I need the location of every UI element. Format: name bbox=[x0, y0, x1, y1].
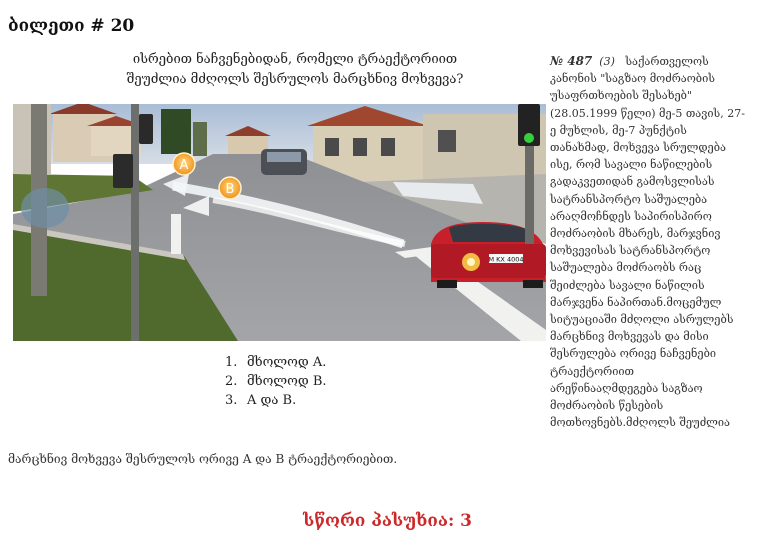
traffic-light-center bbox=[139, 114, 153, 144]
law-paragraph: (3) bbox=[599, 55, 615, 68]
answer-list bbox=[225, 353, 327, 410]
answer-number: 1. bbox=[225, 355, 238, 370]
law-line: თანახმად, მოხვევა სრულდება bbox=[550, 141, 726, 155]
explanation-text: მარცხნივ მოხვევა შესრულოს ორივე A და B ტრაექტორიებით. bbox=[8, 452, 398, 466]
marker-b bbox=[219, 177, 241, 199]
correct-answer-label: სწორი პასუხია: bbox=[303, 511, 455, 531]
window-1 bbox=[325, 138, 339, 156]
law-line: მოძრაობის წესების bbox=[550, 399, 664, 413]
question-line-2: შეუძლია მძღოლს შესრულოს მარცხნივ მოხვევა? bbox=[126, 72, 464, 87]
green-light bbox=[524, 133, 534, 143]
road-sign bbox=[21, 188, 69, 228]
question-text bbox=[60, 50, 530, 90]
law-line: შეიძლება სავალი ნაწილის bbox=[550, 278, 705, 292]
law-line: არაღმოჩნდეს საპირისპირო bbox=[550, 209, 712, 223]
answer-item[interactable] bbox=[225, 391, 327, 410]
law-line: ტრაექტორიით bbox=[550, 364, 634, 378]
law-line: (28.05.1999 წელი) მე-5 თავის, 27- bbox=[550, 106, 745, 120]
tree-1 bbox=[161, 109, 191, 154]
ticket-title: ბილეთი # 20 bbox=[8, 16, 135, 36]
correct-answer-value: 3 bbox=[460, 511, 472, 531]
pole-center bbox=[131, 104, 139, 341]
window-4 bbox=[438, 130, 456, 152]
oncoming-car-window bbox=[267, 152, 301, 162]
law-line: კანონის "საგზაო მოძრაობის bbox=[550, 72, 715, 86]
tree-2 bbox=[193, 122, 207, 156]
law-line bbox=[550, 53, 762, 70]
law-line: გადაკვეთიდან გამოსვლისას bbox=[550, 175, 715, 189]
law-line: საშუალება მოძრაობს რაც bbox=[550, 261, 702, 275]
answer-text: მხოლოდ A. bbox=[247, 355, 327, 370]
law-line: მოთხოვნებს.მძღოლს შეუძლია bbox=[550, 416, 730, 430]
law-line: მოხვევისას სატრანსპორტო bbox=[550, 244, 711, 258]
correct-answer bbox=[303, 511, 472, 531]
intersection-photo bbox=[13, 104, 546, 341]
answer-text: მხოლოდ B. bbox=[247, 374, 327, 389]
window-3 bbox=[381, 138, 395, 156]
law-line: არეწინააღმდეგება საგზაო bbox=[550, 381, 703, 395]
marker-a-label: A bbox=[179, 158, 189, 173]
marker-a bbox=[173, 153, 195, 175]
window-2 bbox=[353, 138, 367, 156]
law-line: შესრულება ორივე ნაჩვენები bbox=[550, 347, 717, 361]
law-article-number: № 487 bbox=[550, 54, 593, 68]
answer-text: A და B. bbox=[247, 393, 297, 408]
law-line: მარჯვენა ნაპირთან.მოცემულ bbox=[550, 295, 722, 309]
answer-item[interactable] bbox=[225, 372, 327, 391]
law-line: სატრანსპორტო საშუალება bbox=[550, 192, 708, 206]
law-line-text: საქართველოს bbox=[625, 55, 709, 68]
law-reference bbox=[550, 53, 762, 431]
traffic-light-left bbox=[113, 154, 133, 188]
marker-b-label: B bbox=[225, 182, 235, 197]
question-line-1: ისრებით ნაჩვენებიდან, რომელი ტრაექტორიით bbox=[132, 52, 458, 67]
law-line: ისე, რომ სავალი ნაწილების bbox=[550, 158, 713, 172]
intersection-scene bbox=[13, 104, 546, 341]
law-line: მარცხნივ მოხვევას და მისი bbox=[550, 330, 709, 344]
law-line: ე მუხლის, მე-7 პუნქტის bbox=[550, 123, 687, 137]
law-line: მოძრაობის მხარეს, მარჯვნივ bbox=[550, 227, 721, 241]
law-line: სიტუაციაში მძღოლი ასრულებს bbox=[550, 313, 734, 327]
law-line: უსაფრთხოების შესახებ" bbox=[550, 89, 692, 103]
answer-item[interactable] bbox=[225, 353, 327, 372]
lane-marking bbox=[171, 214, 181, 254]
answer-number: 2. bbox=[225, 374, 238, 389]
answer-number: 3. bbox=[225, 393, 238, 408]
license-plate: M KX 4004 bbox=[488, 255, 524, 264]
